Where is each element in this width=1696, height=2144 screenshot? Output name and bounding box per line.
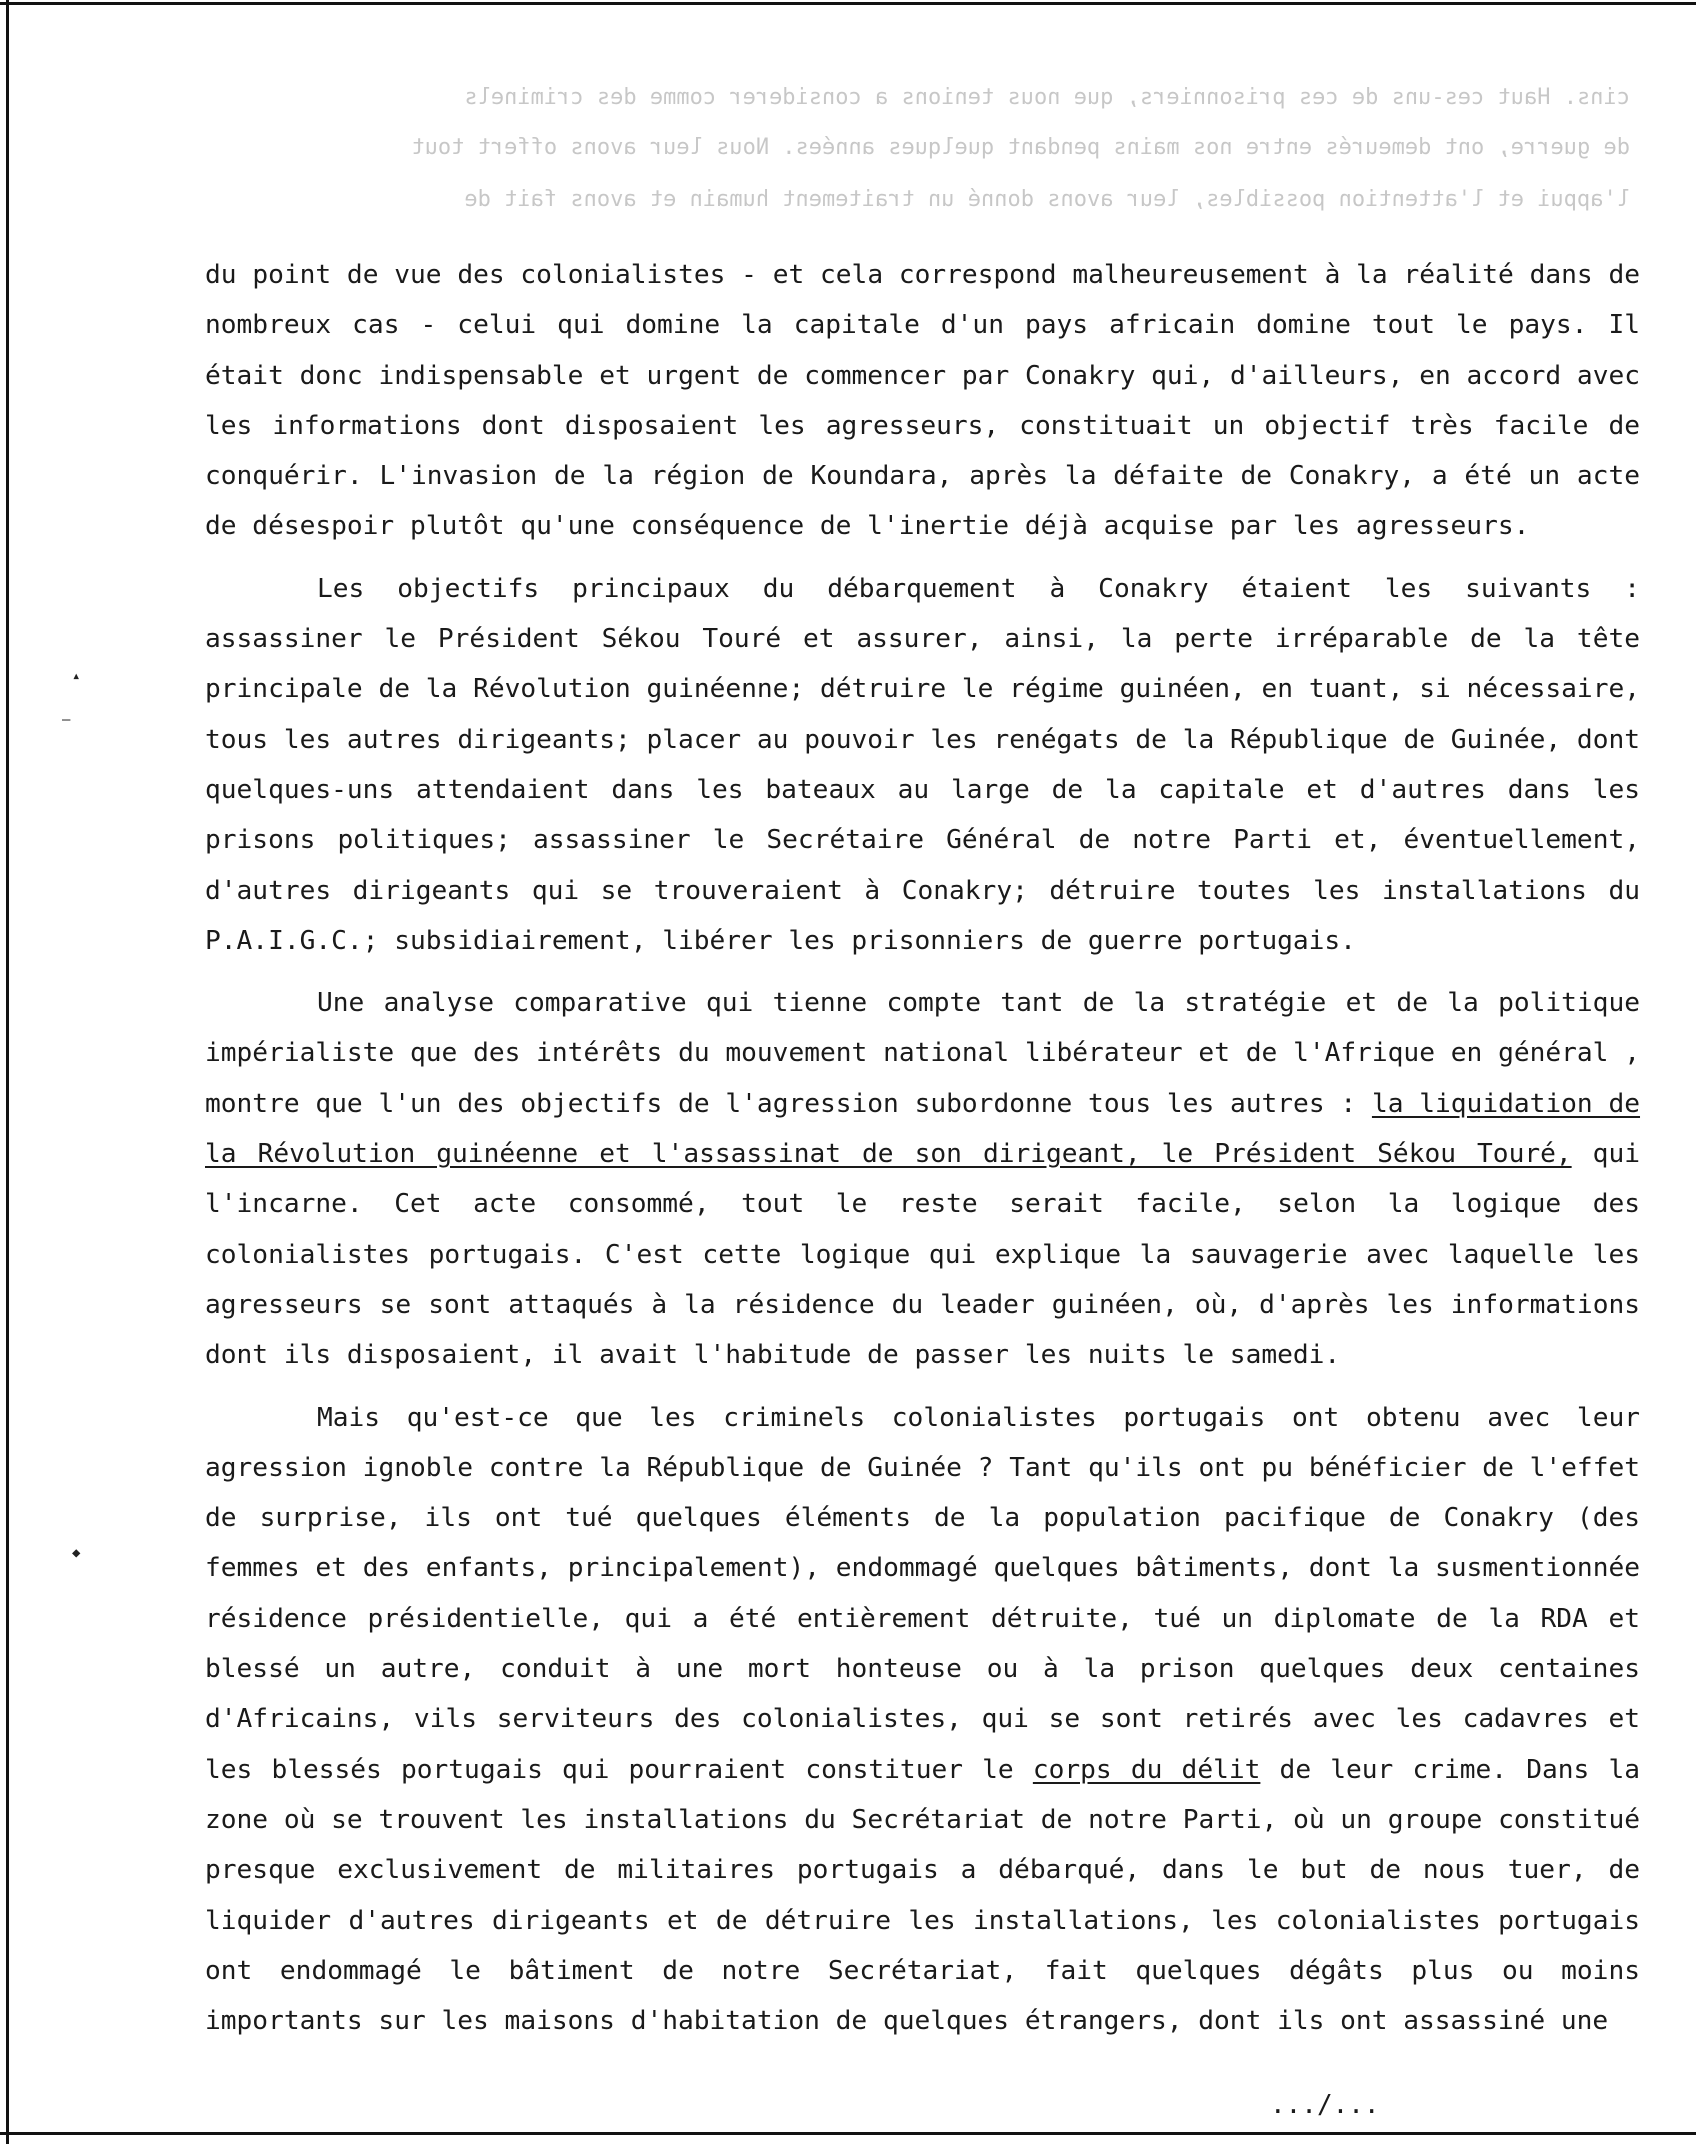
paragraph-3-underlined-phrase: la liquidation de la Révolution guinéenne et l'assassinat de son dirigeant, le Président Sékou Touré, bbox=[205, 1088, 1641, 1170]
paragraph-3-text-a: Une analyse comparative qui tienne compte tant de la stratégie et de la politique impérialiste que des intérêts du mouvement national libérateur et de l'Afrique en général , montre que l'un des objectifs de l'agression subordonne tous les autres : bbox=[205, 988, 1640, 1119]
scan-speck: ▴ bbox=[72, 668, 81, 684]
scan-frame-bottom bbox=[0, 2132, 1696, 2135]
scan-speck: — bbox=[62, 712, 71, 728]
paragraph-3 bbox=[205, 978, 1640, 1380]
paragraph-1 bbox=[205, 250, 1640, 552]
paragraph-4-underlined-phrase: corps du délit bbox=[1032, 1754, 1261, 1785]
bleed-through-line-3: l'appui et l'attention possibles, leur avons donné un traitement humain et avons fait de bbox=[464, 187, 1630, 212]
paragraph-3-text-b: qui l'incarne. Cet acte consommé, tout le reste serait facile, selon la logique des colonialistes portugais. C'est cette logique qui explique la sauvagerie avec laquelle les agresseurs se sont attaqués à la résidence du leader guinéen, où, d'après les informations dont ils disposaient, il avait l'habitude de passer les nuits le samedi. bbox=[205, 1139, 1640, 1371]
scan-frame-top bbox=[0, 2, 1696, 5]
paragraph-4-text-a: Mais qu'est-ce que les criminels colonialistes portugais ont obtenu avec leur agression ignoble contre la République de Guinée ? Tant qu'ils ont pu bénéficier de l'effet de surprise, ils ont tué quelques éléments de la population pacifique de Conakry (des femmes et des enfants, principalement), endommagé quelques bâtiments, dont la susmentionnée résidence présidentielle, qui a été entièrement détruite, tué un diplomate de la RDA et blessé un autre, conduit à une mort honteuse ou à la prison quelques deux centaines d'Africains, vils serviteurs des colonialistes, qui se sont retirés avec les cadavres et les blessés portugais qui pourraient constituer le bbox=[205, 1402, 1640, 1785]
paragraph-1-text: du point de vue des colonialistes - et cela correspond malheureusement à la réalité dans de nombreux cas - celui qui domine la capitale d'un pays africain domine tout le pays. Il était donc indispensable et urgent de commencer par Conakry qui, d'ailleurs, en accord avec les informations dont disposaient les agresseurs, constituait un objectif très facile de conquérir. L'invasion de la région de Koundara, après la défaite de Conakry, a été un acte de désespoir plutôt qu'une conséquence de l'inertie déjà acquise par les agresseurs. bbox=[205, 260, 1640, 542]
paragraph-2-text: Les objectifs principaux du débarquement à Conakry étaient les suivants : assassiner le Président Sékou Touré et assurer, ainsi, la perte irréparable de la tête principale de la Révolution guinéenne; détruire le régime guinéen, en tuant, si nécessaire, tous les autres dirigeants; placer au pouvoir les renégats de la République de Guinée, dont quelques-uns attendaient dans les bateaux au large de la capitale et d'autres dans les prisons politiques; assassiner le Secrétaire Général de notre Parti et, éventuellement, d'autres dirigeants qui se trouveraient à Conakry; détruire toutes les installations du P.A.I.G.C.; subsidiairement, libérer les prisonniers de guerre portugais. bbox=[205, 573, 1640, 956]
paragraph-4-text-b: de leur crime. Dans la zone où se trouvent les installations du Secrétariat de notre Parti, où un groupe constitué presque exclusivement de militaires portugais a débarqué, dans le but de nous tuer, de liquider d'autres dirigeants et de détruire les installations, les colonialistes portugais ont endommagé le bâtiment de notre Secrétariat, fait quelques dégâts plus ou moins importants sur les maisons d'habitation de quelques étrangers, dont ils ont assassiné une bbox=[205, 1754, 1641, 2037]
scan-frame-left bbox=[6, 0, 9, 2144]
paragraph-2 bbox=[205, 564, 1640, 966]
bleed-through-line-1: cins. Haut ces-uns de ces prisonniers, que nous tenions a considerer comme des criminels bbox=[464, 85, 1630, 110]
continuation-marker: .../... bbox=[1270, 2090, 1380, 2120]
paragraph-4 bbox=[205, 1393, 1640, 2047]
document-body bbox=[205, 250, 1640, 2046]
bleed-through-line-2: de guerre, ont demeurés entre nos mains pendant quelques années. Nous leur avons offert tout bbox=[411, 135, 1630, 160]
scan-speck: ◆ bbox=[72, 1545, 81, 1561]
